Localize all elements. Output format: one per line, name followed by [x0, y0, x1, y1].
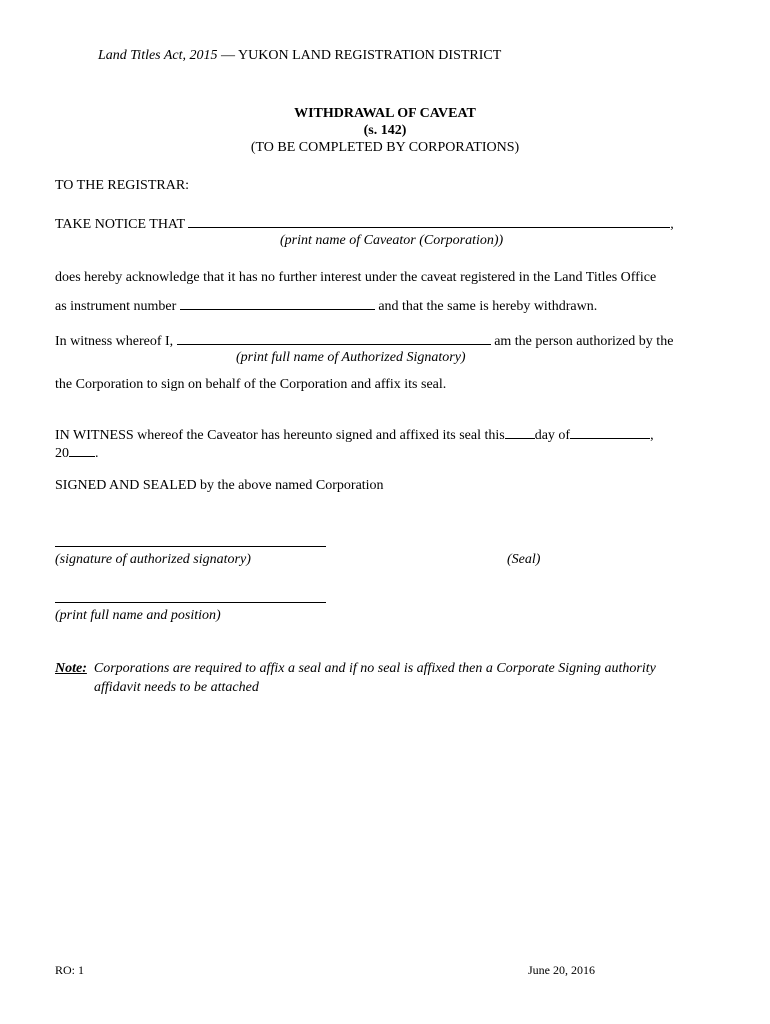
take-notice-label: TAKE NOTICE THAT [55, 217, 185, 232]
year-field[interactable] [69, 443, 95, 457]
year-line [55, 443, 99, 462]
form-subtitle: (TO BE COMPLETED BY CORPORATIONS) [250, 140, 520, 155]
take-notice-line [55, 214, 674, 233]
instrument-line [55, 296, 597, 315]
witness-prefix: In witness whereof I, [55, 334, 174, 349]
instrument-prefix: as instrument number [55, 299, 177, 314]
form-code: RO: 1 [55, 963, 85, 977]
document-header [98, 48, 501, 64]
note-text-2: affidavit needs to be attached [94, 680, 259, 695]
note-line-1 [55, 661, 656, 677]
year-prefix: 20 [55, 446, 69, 461]
witness-suffix: am the person authorized by the [494, 334, 674, 349]
act-title: Land Titles Act, 2015 [98, 48, 218, 63]
signatory-label: (signature of authorized signatory) [55, 552, 251, 567]
in-witness-text: IN WITNESS whereof the Caveator has hereunto signed and affixed its seal this [55, 428, 505, 443]
instrument-suffix: and that the same is hereby withdrawn. [378, 299, 598, 314]
section-reference: (s. 142) [363, 123, 407, 138]
note-text-1: Corporations are required to affix a seal and if no seal is affixed then a Corporate Signing authority [93, 661, 656, 676]
district-name: — YUKON LAND REGISTRATION DISTRICT [217, 48, 502, 63]
day-of-label: day of [534, 428, 571, 443]
period: . [95, 446, 99, 461]
acknowledge-text: does hereby acknowledge that it has no further interest under the caveat registered in the Land Titles Office [55, 270, 657, 285]
authorized-signatory-field[interactable] [177, 331, 491, 345]
name-position-line[interactable] [55, 602, 326, 603]
instrument-number-field[interactable] [180, 296, 375, 310]
signature-line[interactable] [55, 546, 326, 547]
form-title: WITHDRAWAL OF CAVEAT [294, 106, 476, 121]
seal-date-line [55, 425, 654, 444]
day-field[interactable] [505, 425, 535, 439]
witness-line [55, 331, 673, 350]
month-field[interactable] [570, 425, 650, 439]
comma: , [670, 217, 674, 232]
addressee: TO THE REGISTRAR: [55, 178, 190, 193]
note-label: Note: [55, 661, 87, 676]
caveator-name-field[interactable] [188, 214, 670, 228]
corporation-text: the Corporation to sign on behalf of the Corporation and affix its seal. [55, 377, 447, 392]
signatory-hint: (print full name of Authorized Signatory) [236, 350, 466, 365]
name-position-label: (print full name and position) [55, 608, 221, 623]
caveator-name-hint: (print name of Caveator (Corporation)) [280, 233, 504, 248]
signed-sealed-text: SIGNED AND SEALED by the above named Corporation [55, 478, 384, 493]
seal-label: (Seal) [507, 552, 541, 567]
comma-2: , [650, 428, 654, 443]
revision-date: June 20, 2016 [528, 963, 595, 977]
